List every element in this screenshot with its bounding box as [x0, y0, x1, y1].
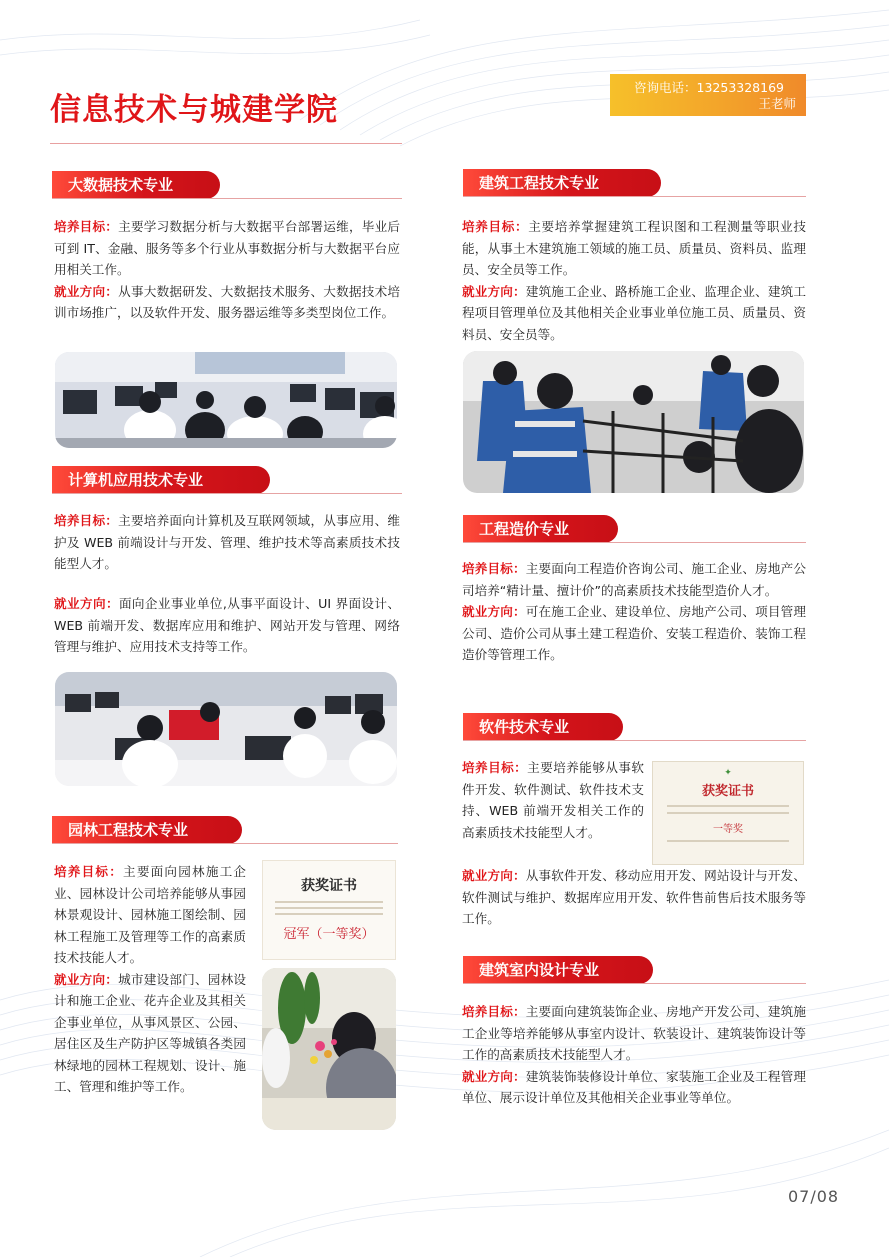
construction-career-label: 就业方向：	[462, 283, 526, 299]
cost-career: 可在施工企业、建设单位、房地产公司、项目管理公司、造价公司从事土建工程造价、安装工程造价、装饰工程造价等管理工作。	[462, 604, 807, 662]
cost-career-label: 就业方向：	[462, 604, 526, 619]
cost-goal: 主要面向工程造价咨询公司、施工企业、房地产公司培养“精计量、擅计价”的高素质技术技能型造价人才。	[462, 561, 807, 598]
computer-goal-label: 培养目标：	[54, 513, 119, 528]
section-title-bigdata: 大数据技术专业	[52, 171, 220, 199]
software-goal-text	[462, 757, 644, 843]
certificate-line	[667, 812, 789, 814]
certificate-line	[667, 805, 789, 807]
garden-career: 城市建设部门、园林设计和施工企业、花卉企业及其相关企事业单位，从事风景区、公园、居住区及生产防护区等城镇各类园林绿地的园林工程规划、设计、施工、管理和维护等工作。	[54, 971, 247, 1094]
bigdata-career-label: 就业方向：	[54, 283, 119, 299]
software-award-certificate	[652, 761, 804, 865]
construction-training-photo	[463, 351, 804, 493]
section-title-cost: 工程造价专业	[463, 515, 618, 543]
contact-phone[interactable]: 13253328169	[696, 80, 784, 95]
certificate-line	[275, 907, 383, 909]
contact-person: 王老师	[758, 96, 796, 111]
certificate-logo-icon: ✦	[724, 768, 732, 778]
garden-certificate-title: 获奖证书	[301, 878, 357, 894]
computer-lab-photo	[55, 672, 397, 786]
bigdata-goal-label: 培养目标：	[54, 219, 119, 234]
certificate-line	[275, 913, 383, 915]
section-title-software: 软件技术专业	[463, 713, 623, 741]
section-rule-garden	[52, 843, 398, 844]
software-goal: 主要培养能够从事软件开发、软件测试、软件技术支持、WEB 前端开发相关工作的高素质技术技能型人才。	[462, 760, 644, 840]
software-career: 从事软件开发、移动应用开发、网站设计与开发、软件测试与维护、数据库应用开发、软件售前售后技术服务等工作。	[462, 868, 807, 926]
bigdata-classroom-photo	[55, 352, 397, 448]
software-goal-label: 培养目标：	[462, 760, 528, 775]
cost-text	[462, 558, 806, 666]
computer-career: 面向企业事业单位,从事平面设计、UI 界面设计、WEB 前端开发、数据库应用和维护、网站开发与管理、网络管理与维护、应用技术支持等工作。	[54, 596, 400, 654]
computer-career-text	[54, 593, 400, 658]
interior-career: 建筑装饰装修设计单位、家装施工企业及工程管理单位、展示设计单位及其他相关企业事业等单位。	[462, 1068, 807, 1105]
bigdata-goal: 主要学习数据分析与大数据平台部署运维，毕业后可到 IT、金融、服务等多个行业从事数据分析与大数据平台应用相关工作。	[54, 219, 401, 277]
section-title-interior: 建筑室内设计专业	[463, 956, 653, 984]
construction-goal-label: 培养目标：	[462, 219, 529, 234]
section-rule-cost	[463, 542, 806, 543]
garden-flower-arranging-photo	[262, 968, 396, 1130]
page-number: 07/08	[788, 1187, 840, 1206]
section-title-construction: 建筑工程技术专业	[463, 169, 661, 197]
interior-goal-label: 培养目标：	[462, 1004, 526, 1019]
construction-career: 建筑施工企业、路桥施工企业、监理企业、建筑工程项目管理单位及其他相关企业事业单位施工员、质量员、资料员、安全员等。	[462, 283, 807, 342]
section-rule-interior	[463, 983, 806, 984]
computer-goal: 主要培养面向计算机及互联网领域，从事应用、维护及 WEB 前端设计与开发、管理、维护技术等高素质技术技能型人才。	[54, 513, 401, 571]
interior-text	[462, 1001, 806, 1109]
garden-certificate-award: 冠军（一等奖）	[283, 927, 375, 942]
contact-phone-label: 咨询电话：	[634, 80, 697, 95]
contact-phone-row	[634, 80, 796, 96]
garden-award-certificate	[262, 860, 396, 960]
software-career-text	[462, 865, 806, 930]
software-certificate-title: 获奖证书	[701, 784, 754, 799]
garden-goal-label: 培养目标：	[54, 864, 124, 879]
bigdata-career: 从事大数据研发、大数据技术服务、大数据技术培训市场推广，以及软件开发、服务器运维等多类型岗位工作。	[54, 283, 401, 320]
software-certificate-award: 一等奖	[713, 824, 743, 835]
garden-career-label: 就业方向：	[54, 971, 119, 987]
section-title-computer: 计算机应用技术专业	[52, 466, 270, 494]
section-rule-bigdata	[52, 198, 402, 199]
garden-goal: 主要面向园林施工企业、园林设计公司培养能够从事园林景观设计、园林施工图绘制、园林工程施工及管理等工作的高素质技术技能人才。	[54, 864, 247, 965]
computer-goal-text	[54, 510, 400, 575]
page-title: 信息技术与城建学院	[50, 92, 338, 128]
certificate-line	[275, 901, 383, 903]
bigdata-text	[54, 216, 400, 324]
section-rule-software	[463, 740, 806, 741]
section-rule-computer	[52, 493, 402, 494]
construction-goal: 主要培养掌握建筑工程识图和工程测量等职业技能，从事土木建筑施工领域的施工员、质量员、资料员、监理员、安全员等工作。	[462, 219, 807, 277]
interior-career-label: 就业方向：	[462, 1068, 526, 1084]
software-career-label: 就业方向：	[462, 868, 526, 883]
cost-goal-label: 培养目标：	[462, 561, 526, 576]
section-title-garden: 园林工程技术专业	[52, 816, 242, 844]
computer-career-label: 就业方向：	[54, 596, 119, 611]
garden-text	[54, 861, 246, 1098]
section-rule-construction	[463, 196, 806, 197]
construction-text	[462, 216, 806, 345]
contact-box	[610, 74, 806, 116]
certificate-line	[667, 840, 789, 842]
interior-goal: 主要面向建筑装饰企业、房地产开发公司、建筑施工企业等培养能够从事室内设计、软装设计、建筑装饰设计等工作的高素质技术技能型人才。	[462, 1004, 807, 1062]
title-divider	[50, 143, 402, 144]
